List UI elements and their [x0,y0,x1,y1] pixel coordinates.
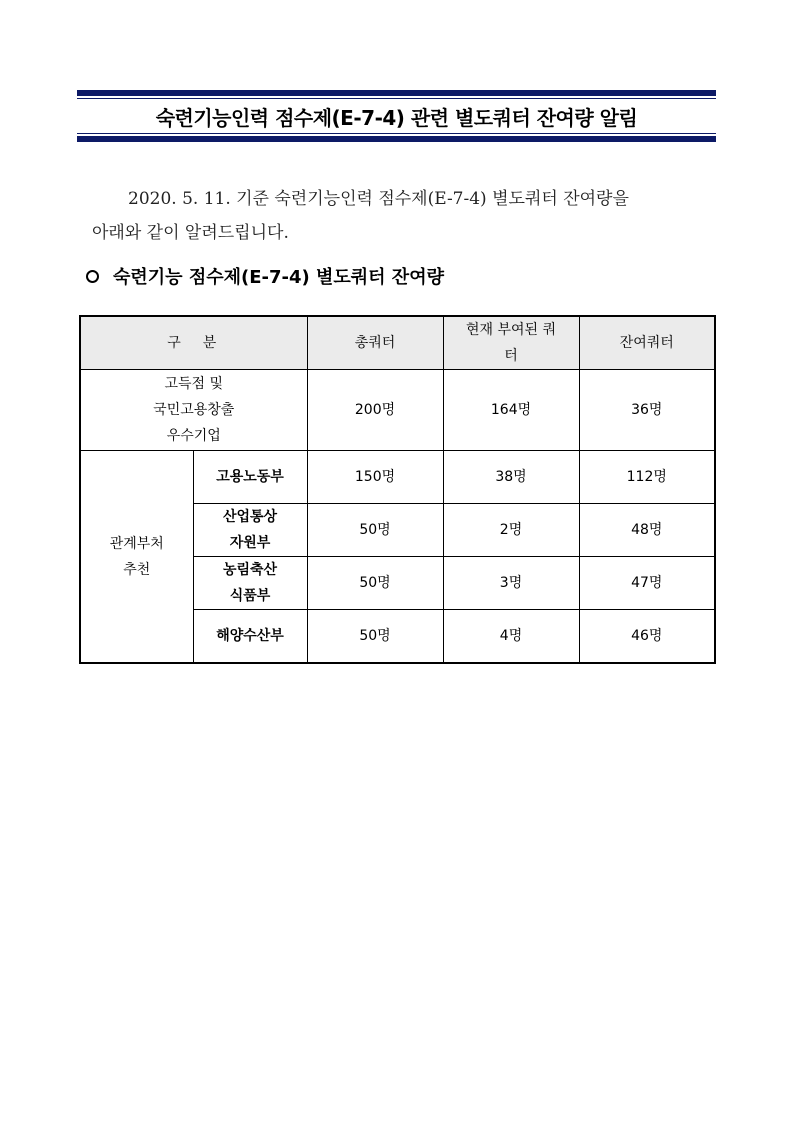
ministry-name [193,557,307,610]
intro-line-2: 아래와 같이 알려드립니다. [92,223,289,243]
cell-total: 200명 [307,370,443,451]
ministry-name-line-1: 산업통상 [222,509,278,525]
ministry-label-line-1: 관계부처 [109,535,164,552]
ministry-name-line-1: 해양수산부 [216,628,284,644]
header-granted-quota [443,316,579,370]
cell-granted: 38명 [443,451,579,504]
cell-remaining: 46명 [579,610,715,664]
cell-remaining: 36명 [579,370,715,451]
table-row-excellent-companies [80,370,715,451]
cell-total: 150명 [307,451,443,504]
ministry-name-line-1: 고용노동부 [216,469,284,485]
cell-remaining: 48명 [579,504,715,557]
intro-paragraph [80,182,720,250]
cell-remaining: 112명 [579,451,715,504]
ministry-name [193,451,307,504]
ministry-label-line-2: 추천 [123,561,151,578]
table-header-row [80,316,715,370]
header-granted-quota-text: 현재 부여된 쿼터 [465,322,557,364]
ministry-name [193,610,307,664]
cell-total: 50명 [307,557,443,610]
section-heading [86,263,444,289]
quota-table [79,315,716,664]
circle-bullet-icon [86,270,99,283]
category-line-3: 우수기업 [166,428,221,444]
ministry-name [193,504,307,557]
category-line-1: 고득점 및 [164,376,224,392]
ministry-name-line-2: 자원부 [229,535,271,551]
cell-granted: 3명 [443,557,579,610]
intro-line-1: 2020. 5. 11. 기준 숙련기능인력 점수제(E-7-4) 별도쿼터 잔여량을 [128,189,629,209]
cell-total: 50명 [307,610,443,664]
category-line-2: 국민고용창출 [153,402,235,418]
header-gubun: 구분 [80,316,307,370]
ministry-name-line-1: 농림축산 [222,562,278,578]
category-excellent-companies [80,370,307,451]
cell-total: 50명 [307,504,443,557]
cell-granted: 164명 [443,370,579,451]
cell-granted: 4명 [443,610,579,664]
table-row-ministry [80,451,715,504]
section-heading-text: 숙련기능 점수제(E-7-4) 별도쿼터 잔여량 [113,267,444,288]
header-total-quota: 총쿼터 [307,316,443,370]
cell-remaining: 47명 [579,557,715,610]
cell-granted: 2명 [443,504,579,557]
ministry-name-line-2: 식품부 [229,588,271,604]
header-remaining-quota: 잔여쿼터 [579,316,715,370]
document-title-box [77,90,716,142]
category-ministry-recommendation [80,451,193,664]
document-title: 숙련기능인력 점수제(E-7-4) 관련 별도쿼터 잔여량 알림 [155,105,638,130]
